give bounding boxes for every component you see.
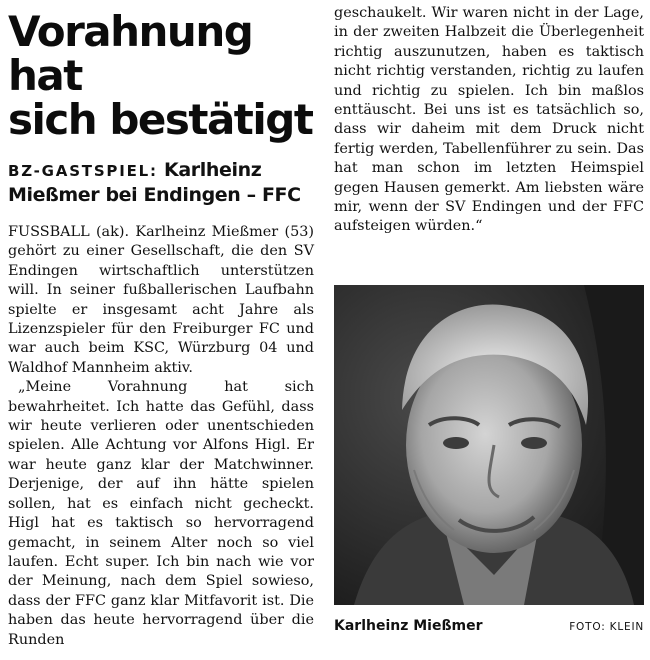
paragraph-quote: „Meine Vorahnung hat sich bewahrheitet. Ich hatte das Gefühl, dass wir heute verlieren oder unentschieden spielen. Alle Achtung vor Alfons Higl. Er war heute ganz klar der Matchwinner. Derjenige, der auf ihn hätte spielen sollen, hat es einfach nicht gecheckt. Higl hat es taktisch so hervorragend gemacht, in seinem Alter noch so viel laufen. Echt super. Ich bin nach wie vor der Meinung, nach dem Spiel sowieso, dass der FFC ganz klar Mitfavorit ist. Die haben das heute hervorragend über die Runden [8, 379, 314, 648]
photo-caption [334, 618, 644, 638]
headline [8, 7, 314, 144]
paragraph-intro: FUSSBALL (ak). Karlheinz Mießmer (53) gehört zu einer Gesellschaft, die den SV Endingen wirtschaftlich unterstützen will. In seiner fußballerischen Laufbahn spielte er insgesamt acht Jahre als Lizenzspieler für den Freiburger FC und war auch beim KSC, Würzburg 04 und Waldhof Mannheim aktiv. [8, 224, 314, 376]
kicker: BZ-GASTSPIEL: [8, 162, 158, 180]
photo-credit: FOTO: KLEIN [569, 621, 644, 633]
right-column [334, 4, 644, 237]
caption-name: Karlheinz Mießmer [334, 618, 483, 634]
left-column [8, 4, 314, 650]
paragraph-quote-continued: geschaukelt. Wir waren nicht in der Lage, in der zweiten Halbzeit die Überlegenheit richtig auszunutzen, haben es taktisch nicht richtig verstanden, richtig zu laufen und richtig zu spielen. Ich bin maßlos enttäuscht. Bei uns ist es tatsächlich so, dass wir daheim mit dem Druck nicht fertig werden, Tabellenführer zu sein. Das hat man schon im letzten Heimspiel gegen Hausen gemerkt. Am liebsten wäre mir, wenn der SV Endingen und der FFC aufsteigen würden.“ [334, 5, 644, 235]
subheadline [8, 158, 314, 183]
headline-line-1: Vorahnung hat [8, 7, 253, 100]
subheadline-part-1: Karlheinz [164, 159, 262, 181]
headline-line-2: sich bestätigt [8, 95, 313, 144]
portrait-image [334, 285, 644, 605]
portrait-photo [334, 285, 644, 605]
subheadline-part-2: Mießmer bei Endingen – FFC [8, 184, 301, 206]
